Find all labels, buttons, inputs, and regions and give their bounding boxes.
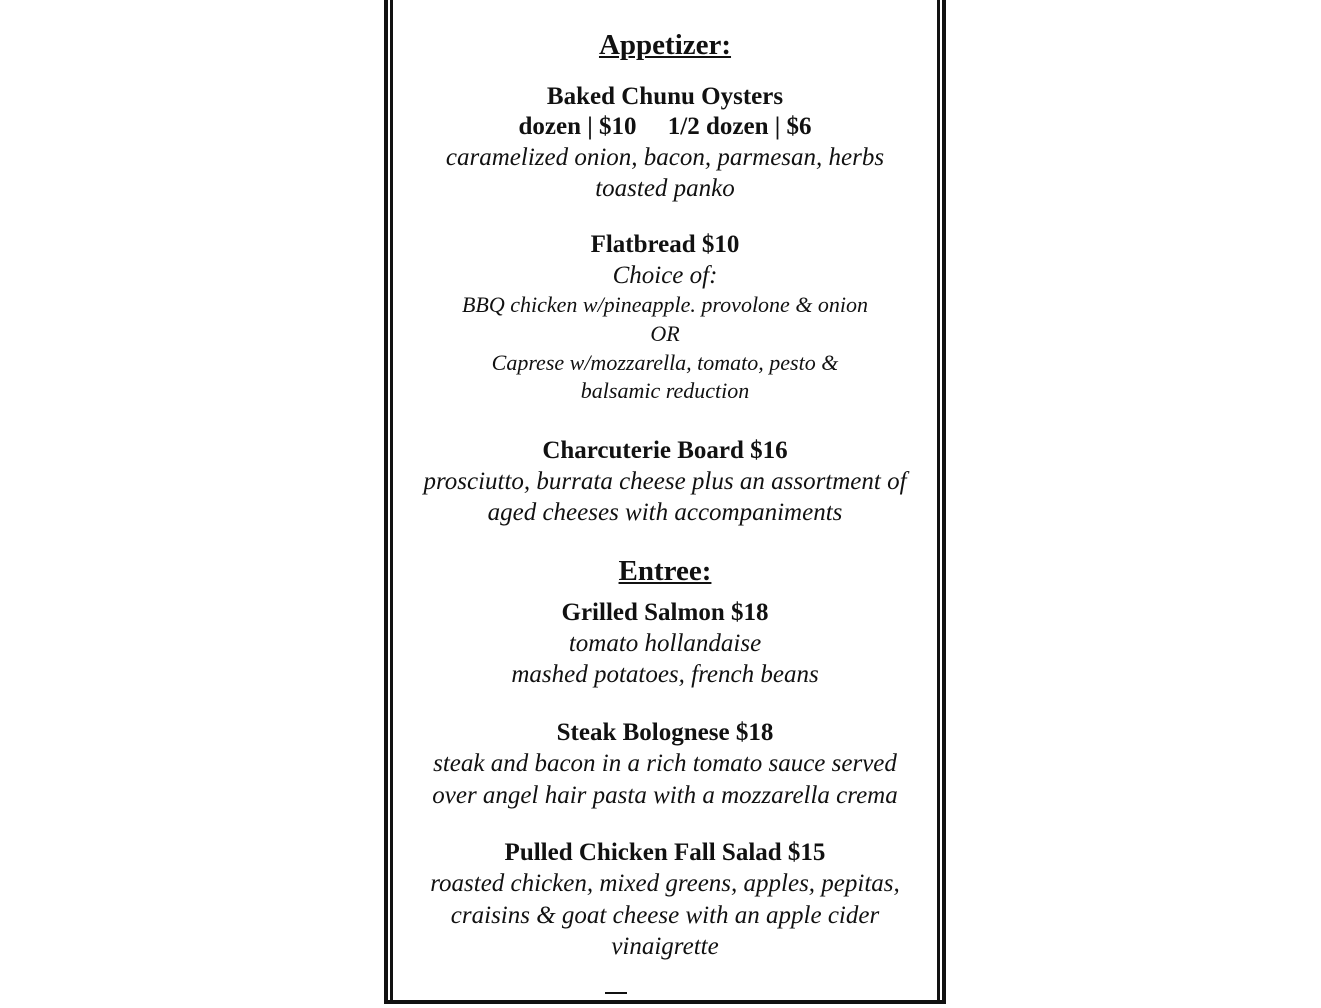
next-heading-fragment <box>605 992 627 994</box>
charcuterie-desc-2: aged cheeses with accompaniments <box>487 499 843 526</box>
appetizer-heading: Appetizer: <box>598 29 732 61</box>
oysters-desc-1: caramelized onion, bacon, parmesan, herbs <box>445 144 885 171</box>
flatbread-title: Flatbread $10 <box>590 231 740 258</box>
fall-salad-desc-2: craisins & goat cheese with an apple cider <box>450 902 880 929</box>
flatbread-option-2-line-2: balsamic reduction <box>580 378 750 403</box>
fall-salad-desc-1: roasted chicken, mixed greens, apples, pepitas, <box>430 870 900 897</box>
flatbread-or: OR <box>650 321 680 346</box>
oysters-desc-2: toasted panko <box>595 175 735 202</box>
flatbread-option-1: BBQ chicken w/pineapple. provolone & onion <box>461 292 869 317</box>
oysters-price: dozen | $10 1/2 dozen | $6 <box>518 113 812 140</box>
bolognese-desc-2: over angel hair pasta with a mozzarella crema <box>432 782 898 809</box>
bolognese-title: Steak Bolognese $18 <box>556 719 774 746</box>
charcuterie-desc-1: prosciutto, burrata cheese plus an assortment of <box>423 468 907 495</box>
salmon-desc-2: mashed potatoes, french beans <box>511 661 819 688</box>
fall-salad-title: Pulled Chicken Fall Salad $15 <box>504 839 826 866</box>
next-heading-cutoff <box>595 988 735 1008</box>
bolognese-desc-1: steak and bacon in a rich tomato sauce served <box>433 750 897 777</box>
entree-heading: Entree: <box>618 555 712 587</box>
flatbread-option-2-line-1: Caprese w/mozzarella, tomato, pesto & <box>491 350 839 375</box>
salmon-title: Grilled Salmon $18 <box>561 599 769 626</box>
salmon-desc-1: tomato hollandaise <box>568 630 762 657</box>
oysters-title: Baked Chunu Oysters <box>546 83 784 110</box>
charcuterie-title: Charcuterie Board $16 <box>542 437 788 464</box>
fall-salad-desc-3: vinaigrette <box>611 933 719 960</box>
flatbread-choice: Choice of: <box>612 262 718 289</box>
